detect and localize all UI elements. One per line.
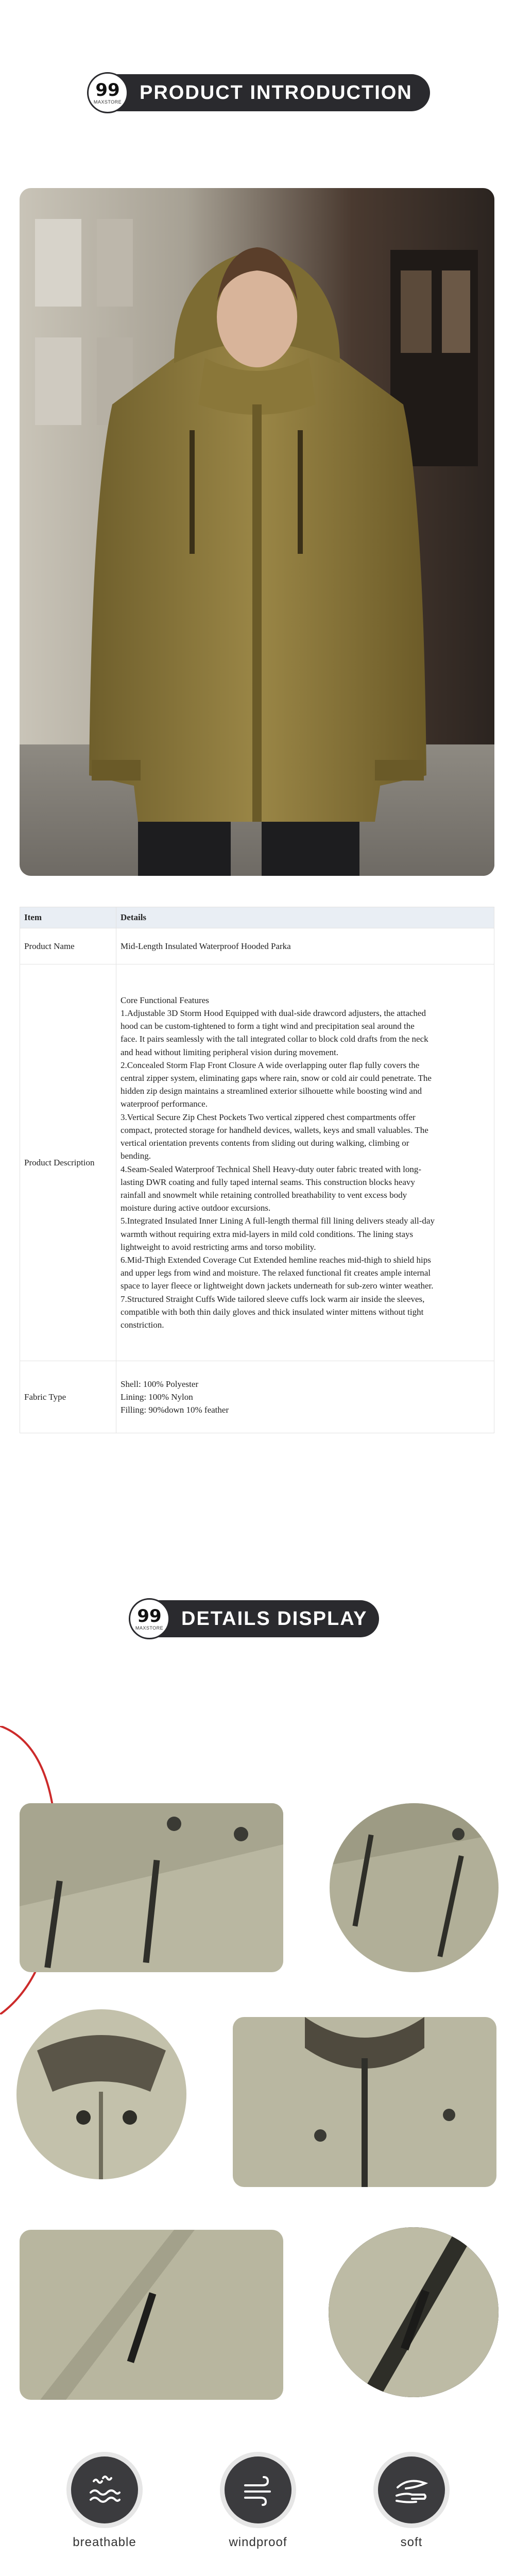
text-line: hood can be custom-tightened to form a tight wind and precipitation seal around the xyxy=(121,1021,415,1031)
text-line: Core Functional Features xyxy=(121,995,209,1005)
table-row xyxy=(20,964,494,1361)
table-header-item: Item xyxy=(20,907,116,928)
text-line: face. It pairs seamlessly with the tall integrated collar to block cold drafts from the neck xyxy=(121,1034,428,1044)
hero-illustration xyxy=(20,188,494,876)
logo-number: 99 xyxy=(137,1605,162,1626)
section-title-details: DETAILS DISPLAY xyxy=(181,1607,368,1630)
table-header-details: Details xyxy=(116,907,494,928)
text-line: Shell: 100% Polyester xyxy=(121,1379,199,1389)
wind-icon xyxy=(225,2456,291,2523)
text-line: and upper legs from wind and moisture. The relaxed functional fit creates ample internal xyxy=(121,1268,431,1278)
feature-label: breathable xyxy=(73,2535,136,2549)
text-line: waterproof performance. xyxy=(121,1099,208,1109)
text-line: 3.Vertical Secure Zip Chest Pockets Two vertical zippered chest compartments offer xyxy=(121,1112,416,1122)
feather-hand-icon xyxy=(378,2456,445,2523)
row-value-description xyxy=(116,964,494,1361)
table-header-row xyxy=(20,907,494,928)
detail-hood-illustration xyxy=(16,2009,186,2179)
text-line: warmth without requiring extra mid-layers in mild cold conditions. The lining stays xyxy=(121,1229,414,1239)
text-line: 7.Structured Straight Cuffs Wide tailored sleeve cuffs lock warm air inside the sleeves, xyxy=(121,1294,425,1304)
brand-logo xyxy=(87,72,128,113)
section-header-intro xyxy=(90,74,430,111)
text-line: 1.Adjustable 3D Storm Hood Equipped with dual-side drawcord adjusters, the attached xyxy=(121,1008,426,1019)
text-line: Lining: 100% Nylon xyxy=(121,1392,193,1402)
feature-soft xyxy=(352,2456,471,2550)
table-row xyxy=(20,1361,494,1433)
text-line: constriction. xyxy=(121,1319,164,1330)
row-label-fabric: Fabric Type xyxy=(20,1361,116,1433)
logo-subtitle: MAXSTORE xyxy=(93,99,122,105)
detail-collar-illustration xyxy=(233,2017,496,2187)
text-line: space to layer fleece or lightweight down jackets underneath for sub-zero winter weather. xyxy=(121,1281,434,1291)
feature-label: windproof xyxy=(229,2535,287,2549)
text-line: 6.Mid-Thigh Extended Coverage Cut Extended hemline reaches mid-thigh to shield hips xyxy=(121,1255,431,1265)
row-value-product-name: Mid-Length Insulated Waterproof Hooded Parka xyxy=(116,928,494,964)
text-line: rainfall and snowmelt while retaining controlled breathability to vent excess body xyxy=(121,1190,407,1200)
text-line: 5.Integrated Insulated Inner Lining A full-length thermal fill lining delivers steady all-day xyxy=(121,1216,435,1226)
feature-label: soft xyxy=(400,2535,423,2549)
detail-image-pocket-zip xyxy=(329,2227,499,2397)
text-line: moisture during active outdoor excursions. xyxy=(121,1203,271,1213)
spec-table xyxy=(20,907,494,1433)
text-line: lasting DWR coating and fully taped internal seams. This construction blocks heavy xyxy=(121,1177,415,1187)
text-line: 4.Seam-Sealed Waterproof Technical Shell Heavy-duty outer fabric treated with long- xyxy=(121,1164,422,1174)
section-header-details xyxy=(132,1600,379,1637)
detail-pocket-zip-illustration xyxy=(329,2227,499,2397)
detail-image-collar-zip xyxy=(233,2017,496,2187)
text-line: vertical orientation prevents contents from sliding out during walking, climbing or xyxy=(121,1138,409,1148)
detail-zip-pull-illustration xyxy=(330,1803,499,1972)
table-row xyxy=(20,928,494,964)
text-line: bending. xyxy=(121,1151,151,1161)
text-line: compatible with both thin daily gloves and thick insulated winter mittens without tight xyxy=(121,1307,424,1317)
waves-icon xyxy=(71,2456,138,2523)
brand-logo xyxy=(129,1598,170,1639)
detail-image-hood-inside xyxy=(16,2009,186,2179)
section-title-intro: PRODUCT INTRODUCTION xyxy=(140,81,413,104)
text-line: Filling: 90%down 10% feather xyxy=(121,1405,229,1415)
hero-product-image xyxy=(20,188,494,876)
detail-pocket-illustration xyxy=(20,2230,283,2400)
text-line: 2.Concealed Storm Flap Front Closure A wide overlapping outer flap fully covers the xyxy=(121,1060,420,1070)
row-label-description: Product Description xyxy=(20,964,116,1361)
detail-image-zip-pull xyxy=(330,1803,499,1972)
detail-image-pocket xyxy=(20,2230,283,2400)
text-line: lightweight to avoid restricting arms and torso mobility. xyxy=(121,1242,316,1252)
logo-number: 99 xyxy=(95,79,120,100)
logo-subtitle: MAXSTORE xyxy=(135,1625,164,1631)
detail-chest-zip-illustration xyxy=(20,1803,283,1972)
feature-windproof xyxy=(199,2456,317,2550)
text-line: hidden zip design maintains a streamlined exterior silhouette while boosting wind and xyxy=(121,1086,422,1096)
text-line: and head without limiting peripheral vision during movement. xyxy=(121,1047,339,1057)
row-value-fabric xyxy=(116,1361,494,1433)
row-label-product-name: Product Name xyxy=(20,928,116,964)
text-line: compact, protected storage for handheld devices, wallets, keys and small valuables. The xyxy=(121,1125,428,1135)
feature-breathable xyxy=(45,2456,164,2550)
detail-image-chest-zips xyxy=(20,1803,283,1972)
text-line: central zipper system, eliminating gaps where rain, snow or cold air could penetrate. The xyxy=(121,1073,432,1083)
